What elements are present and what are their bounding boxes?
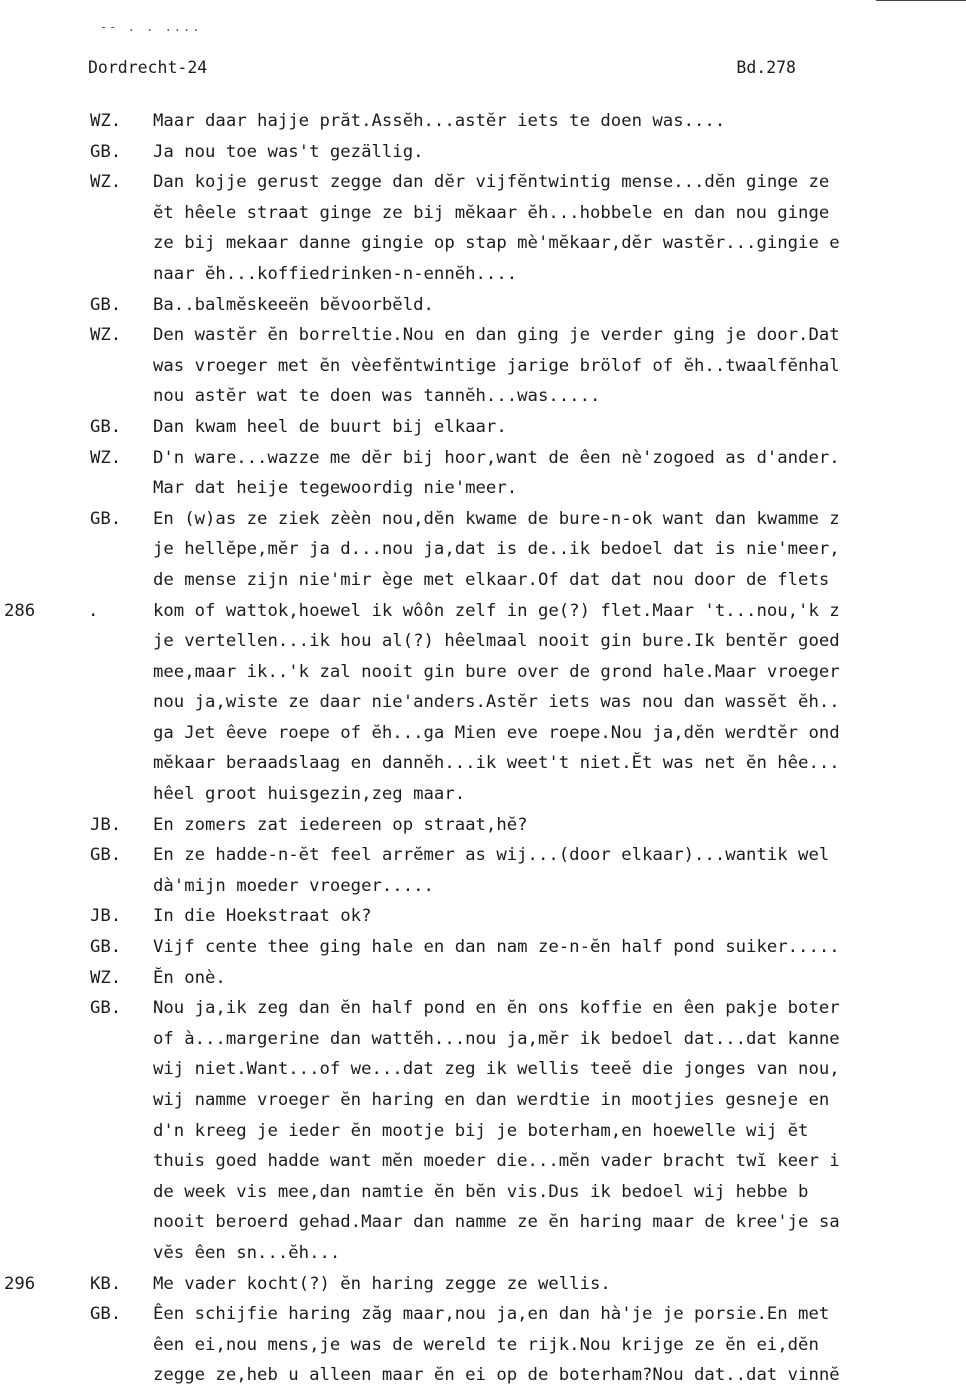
speaker-label: GB.: [90, 937, 122, 958]
transcript-line: [0, 687, 966, 718]
utterance-text: ze bij mekaar danne gingie op stap mè'mĕkaar,dĕr wastĕr...gingie e: [153, 233, 840, 254]
utterance-text: In die Hoekstraat ok?: [153, 906, 372, 927]
transcript-line: [0, 1238, 966, 1269]
transcript-line: [0, 1330, 966, 1361]
transcript-line: [0, 504, 966, 535]
transcript-line: [0, 1269, 966, 1300]
transcript-line: [0, 626, 966, 657]
transcript-line: [0, 412, 966, 443]
utterance-text: thuis goed hadde want mĕn moeder die...mĕn vader bracht twĭ keer i: [153, 1151, 840, 1172]
utterance-text: Dan kojje gerust zegge dan dĕr vijfĕntwintig mense...dĕn ginge ze: [153, 172, 830, 193]
speaker-label: WZ.: [90, 325, 122, 346]
speaker-label: GB.: [90, 1304, 122, 1325]
transcript-line: [0, 718, 966, 749]
utterance-text: dà'mijn moeder vroeger.....: [153, 875, 434, 896]
utterance-text: Mar dat heije tegewoordig nie'meer.: [153, 478, 518, 499]
transcript-line: [0, 657, 966, 688]
utterance-text: En ze hadde-n-ĕt feel arrĕmer as wij...(door elkaar)...wantik wel: [153, 845, 830, 866]
transcript-line: [0, 1054, 966, 1085]
utterance-text: je hellĕpe,mĕr ja d...nou ja,dat is de..ik bedoel dat is nie'meer,: [153, 539, 840, 560]
utterance-text: Maar daar hajje prăt.Assĕh...astĕr iets te doen was....: [153, 111, 726, 131]
speaker-label: JB.: [90, 814, 122, 835]
speaker-label: JB.: [90, 906, 122, 927]
speaker-label: GB.: [90, 845, 122, 866]
utterance-text: mee,maar ik..'k zal nooit gin bure over de grond hale.Maar vroeger: [153, 661, 840, 682]
margin-line-number: 296: [4, 1273, 36, 1294]
utterance-text: mĕkaar beraadslaag en dannĕh...ik weet't niet.Ĕt was net ĕn hêe...: [153, 753, 840, 774]
transcript-line: [0, 1085, 966, 1116]
utterance-text: de mense zijn nie'mir ège met elkaar.Of dat dat nou door de flets: [153, 569, 830, 590]
utterance-text: êen ei,nou mens,je was de wereld te rijk.Nou krijge ze ĕn ei,dĕn: [153, 1334, 819, 1355]
page-header: [88, 58, 796, 84]
speaker-label: WZ.: [90, 447, 122, 468]
transcript-line: [0, 1177, 966, 1208]
top-rule: [876, 0, 966, 1]
speaker-label: GB.: [90, 998, 122, 1019]
transcript-line: [0, 290, 966, 321]
transcript-line: [0, 320, 966, 351]
utterance-text: of à...margerine dan wattĕh...nou ja,mĕr ik bedoel dat...dat kanne: [153, 1028, 840, 1049]
margin-line-number: 286: [4, 600, 36, 621]
transcript-line: [0, 963, 966, 994]
utterance-text: En (w)as ze ziek zèèn nou,dĕn kwame de bure-n-ok want dan kwamme z: [153, 508, 840, 529]
transcript-line: [0, 901, 966, 932]
transcript-line: [0, 840, 966, 871]
transcript-line: [0, 748, 966, 779]
utterance-text: kom of wattok,hoewel ik wôôn zelf in ge(?) flet.Maar 't...nou,'k z: [153, 600, 840, 621]
transcript-line: [0, 779, 966, 810]
transcript-line: [0, 137, 966, 168]
transcript-line: [0, 351, 966, 382]
utterance-text: vĕs êen sn...ĕh...: [153, 1242, 341, 1263]
utterance-text: D'n ware...wazze me dĕr bij hoor,want de êen nè'zogoed as d'ander.: [153, 447, 840, 468]
transcript-line: [0, 932, 966, 963]
utterance-text: En zomers zat iedereen op straat,hĕ?: [153, 814, 528, 835]
transcript-line: [0, 1116, 966, 1147]
utterance-text: je vertellen...ik hou al(?) hêelmaal nooit gin bure.Ik bentĕr goed: [153, 631, 840, 652]
utterance-text: de week vis mee,dan namtie ĕn bĕn vis.Dus ik bedoel wij hebbe b: [153, 1181, 809, 1202]
utterance-text: Dan kwam heel de buurt bij elkaar.: [153, 416, 507, 437]
transcript-line: [0, 993, 966, 1024]
transcript-line: [0, 381, 966, 412]
transcript-line: [0, 871, 966, 902]
utterance-text: nooit beroerd gehad.Maar dan namme ze ĕn haring maar de kree'je sa: [153, 1212, 840, 1233]
transcript-line: [0, 1207, 966, 1238]
transcript-line: [0, 1360, 966, 1391]
speaker-label: KB.: [90, 1273, 122, 1294]
utterance-text: ga Jet êeve roepe of ĕh...ga Mien eve roepe.Nou ja,dĕn werdtĕr ond: [153, 722, 840, 743]
transcript-line: [0, 1024, 966, 1055]
transcript-line: [0, 106, 966, 137]
speaker-label: WZ.: [90, 111, 122, 131]
utterance-text: ĕt hêele straat ginge ze bij mĕkaar ĕh...hobbele en dan nou ginge: [153, 202, 830, 223]
transcript-line: [0, 1299, 966, 1330]
page-number: Bd.278: [736, 58, 796, 77]
utterance-text: Ba..balmĕskeeën bĕvoorbĕld.: [153, 294, 434, 315]
utterance-text: Nou ja,ik zeg dan ĕn half pond en ĕn ons koffie en êen pakje boter: [153, 998, 840, 1019]
document-id: Dordrecht-24: [88, 58, 208, 77]
transcript-line: [0, 259, 966, 290]
utterance-text: wij namme vroeger ĕn haring en dan werdtie in mootjies gesneje en: [153, 1090, 830, 1110]
transcript-line: [0, 198, 966, 229]
speaker-label: GB.: [90, 141, 122, 162]
transcript-line: [0, 810, 966, 841]
utterance-text: Me vader kocht(?) ĕn haring zegge ze wellis.: [153, 1273, 611, 1294]
utterance-text: naar ĕh...koffiedrinken-n-ennĕh....: [153, 263, 518, 284]
utterance-text: Ĕn onè.: [153, 967, 226, 988]
speaker-label: .: [88, 600, 99, 621]
utterance-text: wij niet.Want...of we...dat zeg ik wellis teeĕ die jonges van nou,: [153, 1059, 840, 1080]
utterance-text: was vroeger met ĕn vèefĕntwintige jarige brölof of ĕh..twaalfĕnhal: [153, 355, 840, 376]
utterance-text: d'n kreeg je ieder ĕn mootje bij je boterham,en hoewelle wij ĕt: [153, 1120, 809, 1141]
speaker-label: WZ.: [90, 967, 122, 988]
transcript-line: [0, 565, 966, 596]
transcript-line: [0, 1146, 966, 1177]
utterance-text: nou ja,wiste ze daar nie'anders.Astĕr iets was nou dan wassĕt ĕh..: [153, 692, 840, 713]
transcript-line: [0, 443, 966, 474]
utterance-text: hêel groot huisgezin,zeg maar.: [153, 784, 466, 805]
utterance-text: nou astĕr wat te doen was tannĕh...was.....: [153, 386, 601, 407]
transcript: [0, 106, 966, 1391]
utterance-text: Den wastĕr ĕn borreltie.Nou en dan ging je verder ging je door.Dat: [153, 325, 840, 346]
transcript-line: [0, 596, 966, 627]
transcript-line: [0, 534, 966, 565]
speaker-label: GB.: [90, 294, 122, 315]
speaker-label: GB.: [90, 508, 122, 529]
utterance-text: Vijf cente thee ging hale en dan nam ze-n-ĕn half pond suiker.....: [153, 937, 840, 958]
utterance-text: zegge ze,heb u alleen maar ĕn ei op de boterham?Nou dat..dat vinnĕ: [153, 1365, 840, 1386]
speaker-label: GB.: [90, 416, 122, 437]
utterance-text: Êen schijfie haring zăg maar,nou ja,en dan hà'je je porsie.En met: [153, 1304, 830, 1325]
transcript-line: [0, 167, 966, 198]
top-marks: -- . . ....: [100, 20, 202, 34]
transcript-line: [0, 228, 966, 259]
speaker-label: WZ.: [90, 172, 122, 193]
utterance-text: Ja nou toe was't gezällig.: [153, 141, 424, 162]
transcript-line: [0, 473, 966, 504]
